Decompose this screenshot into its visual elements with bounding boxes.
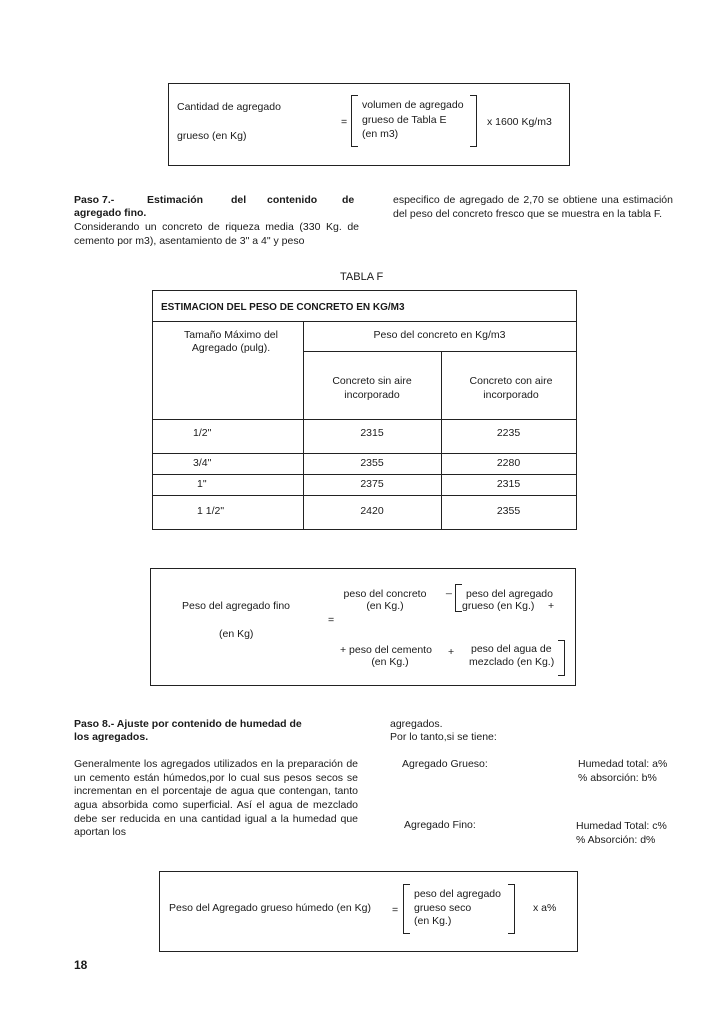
formula3-bracket-line3: (en Kg.) [414,915,452,927]
paso8-heading-line2: los agregados. [74,731,149,743]
paso7-heading-word3: del [231,194,247,206]
tabla-f [152,290,577,530]
formula1-bracket-line1: volumen de agregado [362,99,464,111]
formula2-bracket-left [455,584,462,612]
table-row-con-aire: 2280 [496,457,521,469]
formula3-equals: = [392,904,399,916]
paso7-heading-word5: de [342,194,355,206]
paso7-heading-word1: Paso 7.- [74,194,115,206]
formula2-term1-line2: (en Kg.) [366,600,404,612]
table-row-size: 1" [197,478,207,490]
table-row-sin-aire: 2315 [360,427,384,439]
formula3-bracket-left [403,884,410,934]
tabla-f-col1-header: Tamaño Máximo del Agregado (pulg). [184,329,278,355]
paso7-body-right: especifico de agregado de 2,70 se obtiene una estimación del peso del concreto fresco que se muestra en la tabla F. [393,194,673,220]
formula3-bracket-line2: grueso seco [414,902,472,914]
table-rule [153,419,576,420]
agregado-grueso-label: Agregado Grueso: [402,758,488,770]
table-row-size: 1 1/2" [197,505,225,517]
paso8-body-left: Generalmente los agregados utilizados en la preparación de un cemento están húmedos,por lo cual sus pesos secos se incrementan en el porcentaje de agua que contengan, tanto agua absorbida como superficial. Así el agua de mezclado debe ser reducida en una cantidad igual a la humedad que aportan los [74,758,358,839]
tabla-f-sub-header2: Concreto con aire incorporado [469,375,553,401]
paso7-body-left: Considerando un concreto de riqueza media (330 Kg. de cemento por m3), asentamiento de 3" a 4" y peso [74,221,359,247]
formula3-bracket-right [508,884,515,934]
formula1-bracket-right [470,95,477,147]
paso8-heading-line1: Paso 8.- Ajuste por contenido de humedad de [74,718,302,730]
formula2-left-line1: Peso del agregado fino [182,600,290,612]
formula1-left-line2: grueso (en Kg) [177,130,247,142]
formula2-term4-line1: peso del agua de [471,643,552,655]
formula2-plus1: + [548,600,555,612]
formula2-left-line2: (en Kg) [219,628,254,640]
tabla-f-caption: TABLA F [340,271,384,283]
formula1-bracket-line3: (en m3) [362,128,399,140]
formula2-minus: _ [446,583,452,595]
table-rule [153,453,576,454]
paso8-right-line1: agregados. [390,718,443,730]
formula2-term1-line1: peso del concreto [343,588,427,600]
table-row-sin-aire: 2375 [360,478,384,490]
paso7-heading [74,194,358,208]
table-row-con-aire: 2355 [496,505,521,517]
paso7-heading-line2: agregado fino. [74,207,147,219]
formula1-bracket-left [351,95,358,147]
tabla-f-group-header: Peso del concreto en Kg/m3 [373,329,506,341]
table-row-size: 3/4" [193,457,212,469]
formula1-equals: = [341,116,348,128]
paso7-heading-word4: contenido [267,194,318,206]
formula2-plus2: + [448,646,455,658]
table-rule [303,321,304,529]
formula3-bracket-line1: peso del agregado [414,888,501,900]
table-row-size: 1/2" [193,427,212,439]
table-rule [153,474,576,475]
table-row-sin-aire: 2420 [360,505,384,517]
agregado-fino-humedad: Humedad Total: c% [576,820,667,832]
formula2-term4-line2: mezclado (en Kg.) [469,656,555,668]
tabla-f-title: ESTIMACION DEL PESO DE CONCRETO EN KG/M3 [161,302,405,313]
table-row-con-aire: 2235 [496,427,521,439]
table-rule [153,321,576,322]
page-number: 18 [74,958,88,972]
formula2-term2-line2: grueso (en Kg.) [462,600,535,612]
agregado-grueso-humedad: Humedad total: a% [578,758,668,770]
agregado-grueso-absorcion: % absorción: b% [578,772,657,784]
formula2-term3-line1: + peso del cemento [340,644,432,656]
formula2-equals: = [328,614,335,626]
formula3-left: Peso del Agregado grueso húmedo (en Kg) [169,902,371,914]
formula2-term3-line2: (en Kg.) [371,656,409,668]
paso7-heading-word2: Estimación [147,194,204,206]
agregado-fino-absorcion: % Absorción: d% [576,834,656,846]
paso8-right-line2: Por lo tanto,si se tiene: [390,731,497,743]
formula1-left-line1: Cantidad de agregado [177,101,281,113]
formula1-multiplier: x 1600 Kg/m3 [487,116,552,128]
table-rule [153,495,576,496]
formula3-multiplier: x a% [533,902,557,914]
table-row-con-aire: 2315 [496,478,521,490]
table-row-sin-aire: 2355 [360,457,384,469]
tabla-f-sub-header1: Concreto sin aire incorporado [332,375,412,401]
table-rule [303,351,576,352]
agregado-fino-label: Agregado Fino: [404,819,476,831]
formula1-bracket-line2: grueso de Tabla E [362,114,447,126]
formula2-bracket-right [558,640,565,676]
formula2-term2-line1: peso del agregado [466,588,553,600]
